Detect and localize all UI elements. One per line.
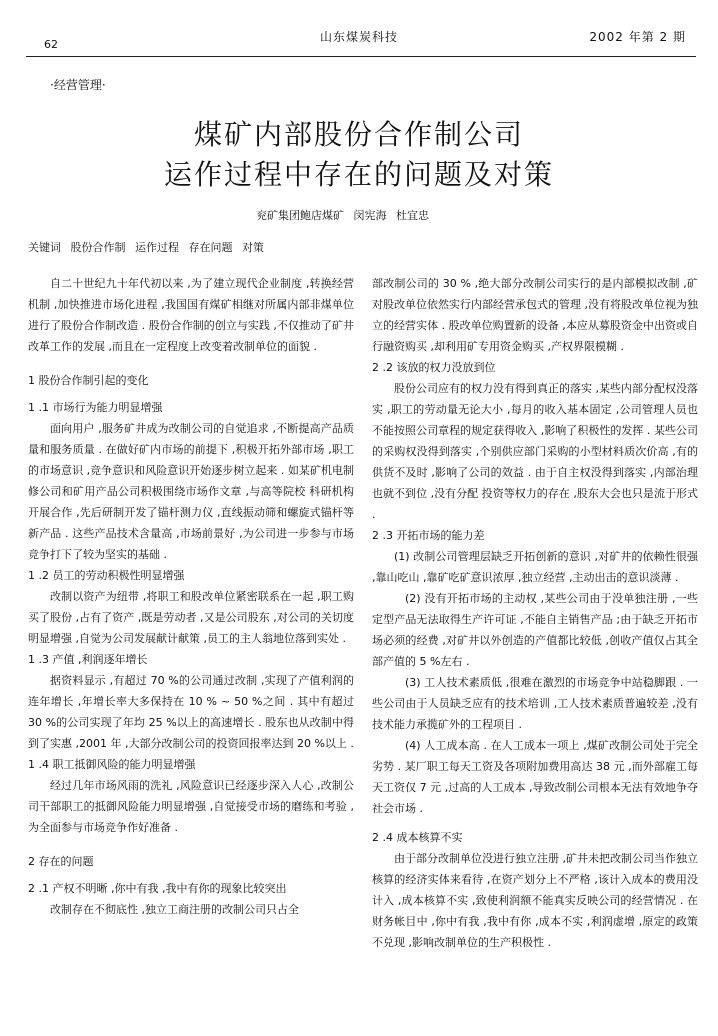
paragraph-2-1-continued: 部改制公司的 30 % ,绝大部分改制公司实行的是内部模拟改制 ,矿对股改单位依然实行内部经营承包式的管理 ,没有将股改单位视为独立的经营实体 . 股改单位购置新的设备 ,本应从募股资金中出资或自行融资购买 ,却利用矿专用资金购买 ,产权界限模糊 . xyxy=(372,277,698,353)
section-tag: ·经营管理· xyxy=(50,78,106,92)
subsection-heading-1-4: 1 .4 职工抵御风险的能力明显增强 xyxy=(28,758,196,771)
right-column xyxy=(372,273,698,953)
paragraph-2-3-item-2: (2) 没有开拓市场的主动权 ,某些公司由于没单独注册 ,一些定型产品无法取得生产许可证 ,不能自主销售产品 ;由于缺乏开拓市场必须的经费 ,对矿井以外创造的产值都比较低 ,创收产值仅占其全部产值的 5 %左右 . xyxy=(372,592,698,668)
subsection-heading-2-1: 2 .1 产权不明晰 ,你中有我 ,我中有你的现象比较突出 xyxy=(28,882,287,895)
section-heading-1: 1 股份合作制引起的变化 xyxy=(28,374,149,387)
subsection-heading-1-1: 1 .1 市场行为能力明显增强 xyxy=(28,401,163,414)
header-rule xyxy=(26,56,696,57)
paragraph-1-4: 经过几年市场风雨的洗礼 ,风险意识已经逐步深入人心 ,改制公司干部职工的抵御风险能力明显增强 ,自觉接受市场的磨练和考验 ,为全面参与市场竞争作好准备 . xyxy=(28,779,354,834)
journal-name: 山东煤炭科技 xyxy=(319,30,398,44)
article-title-line-1: 煤矿内部股份合作制公司 xyxy=(193,118,524,151)
paragraph-2-3-item-1: (1) 改制公司管理层缺乏开拓创新的意识 ,对矿井的依赖性很强 ,靠山吃山 ,靠矿吃矿意识浓厚 ,独立经营 ,主动出击的意识淡薄 . xyxy=(372,550,698,584)
paragraph-2-1-start: 改制存在不彻底性 ,独立工商注册的改制公司只占全 xyxy=(50,903,299,916)
section-heading-2: 2 存在的问题 xyxy=(28,855,94,868)
author-line: 兖矿集团鲍店煤矿 闵宪海 杜宜忠 xyxy=(256,209,429,222)
paragraph-2-3-item-4: (4) 人工成本高 . 在人工成本一项上 ,煤矿改制公司处于完全劣势 . 某厂职工每天工资及各项附加费用高达 38 元 ,而外部雇工每天工资仅 7 元 ,过高的人工成本 ,导致改制公司根本无法有效地争夺社会市场 . xyxy=(372,739,698,815)
paragraph-2-2: 股份公司应有的权力没有得到真正的落实 ,某些内部分配权没落实 ,职工的劳动量无论大小 ,每月的收入基本固定 ,公司管理人员也不能按照公司章程的规定获得收入 ,影响了积极性的发挥 . 某些公司的采购权没得到落实 ,个别供应部门采购的小型材料质次价高 ,有的供货不及时 ,影响了公司的效益 . 由于自主权没得到落实 ,内部治理也就不到位 ,没有分配 投资等权力的存在 ,股东大会也只是流于形式 . xyxy=(372,382,698,521)
subsection-heading-2-4: 2 .4 成本核算不实 xyxy=(372,831,463,844)
issue-label: 2002 年第 2 期 xyxy=(589,30,686,44)
paragraph-1-1: 面向用户 ,服务矿井成为改制公司的自觉追求 ,不断提高产品质量和服务质量 . 在做好矿内市场的前提下 ,积极开拓外部市场 ,职工的市场意识 ,竞争意识和风险意识开始逐步树立起来 . 如某矿机电制修公司和矿用产品公司积极围绕市场作文章 ,与高等院校 科研机构开展合作 ,先后研制开发了锚杆测力仪 ,直线振动筛和螺旋式锚杆等新产品 . 这些产品技术含量高 ,市场前景好 ,为公司进一步参与市场竞争打下了较为坚实的基础 . xyxy=(28,422,354,561)
keywords-line: 关键词 股份合作制 运作过程 存在问题 对策 xyxy=(28,241,264,254)
paragraph-2-4: 由于部分改制单位没进行独立注册 ,矿井未把改制公司当作独立核算的经济实体来看待 ,在资产划分上不严格 ,该计入成本的费用没计入 ,成本核算不实 ,致使利润额不能真实反映公司的经营情况 . 在财务帐目中 ,你中有我 ,我中有你 ,成本不实 ,利润虚增 ,原定的政策不兑现 ,影响改制单位的生产积极性 . xyxy=(372,852,698,949)
left-column xyxy=(28,273,354,920)
subsection-heading-1-2: 1 .2 员工的劳动积极性明显增强 xyxy=(28,569,185,582)
paragraph-2-3-item-3: (3) 工人技术素质低 ,很难在激烈的市场竞争中站稳脚跟 . 一些公司由于人员缺乏应有的技术培训 ,工人技术素质普遍较差 ,没有技术能力承揽矿外的工程项目 . xyxy=(372,676,698,731)
paragraph-1-2: 改制以资产为纽带 ,将职工和股改单位紧密联系在一起 ,职工购买了股份 ,占有了资产 ,既是劳动者 ,又是公司股东 ,对公司的关切度明显增强 ,自觉为公司发展献计献策 ,员工的主人翁地位落到实处 . xyxy=(28,590,354,645)
paragraph-1-3: 据资料显示 ,有超过 70 %的公司通过改制 ,实现了产值利润的连年增长 ,年增长率大多保持在 10 % ~ 50 %之间 . 其中有超过 30 %的公司实现了年均 25 %以上的高速增长 . 股东也从改制中得到了实惠 ,2001 年 ,大部分改制公司的投资回报率达到 20 %以上 . xyxy=(28,674,354,750)
subsection-heading-1-3: 1 .3 产值 ,利润逐年增长 xyxy=(28,653,148,666)
subsection-heading-2-3: 2 .3 开拓市场的能力差 xyxy=(372,529,485,542)
intro-paragraph: 自二十世纪九十年代初以来 ,为了建立现代企业制度 ,转换经营机制 ,加快推进市场化进程 ,我国国有煤矿相继对所属内部非煤单位进行了股份合作制改造 . 股份合作制的创立与实践 ,不仅推动了矿井改革工作的发展 ,而且在一定程度上改变着改制单位的面貌 . xyxy=(28,277,354,353)
article-title-line-2: 运作过程中存在的问题及对策 xyxy=(163,158,554,191)
subsection-heading-2-2: 2 .2 该放的权力没放到位 xyxy=(372,361,496,374)
page-number: 62 xyxy=(44,38,58,51)
